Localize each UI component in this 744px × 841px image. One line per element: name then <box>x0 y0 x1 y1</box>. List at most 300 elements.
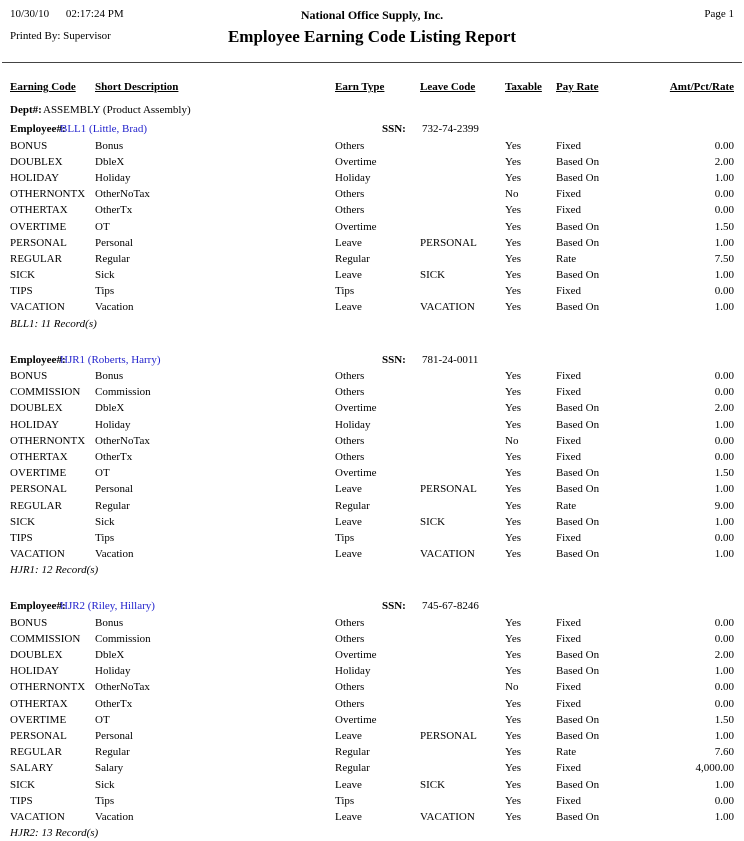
earning-code-row <box>0 631 744 647</box>
earning-code-row <box>0 202 744 218</box>
cell-leave-code <box>420 712 505 728</box>
cell-pay-rate: Fixed <box>556 370 582 382</box>
cell-pay-rate: Based On <box>556 713 600 726</box>
cell-pay-rate: Fixed <box>556 632 582 645</box>
earning-code-row <box>0 138 744 154</box>
cell-pay-rate: Fixed <box>556 794 582 807</box>
cell-taxable: Yes <box>505 665 522 678</box>
cell-amount: 1.00 <box>714 548 734 561</box>
cell-amount: 1.50 <box>714 220 734 233</box>
cell-leave-code: PERSONAL <box>420 483 477 496</box>
cell-earn-type: Overtime <box>335 155 377 168</box>
earning-code-row <box>0 696 744 712</box>
cell-pay-rate: Based On <box>556 301 600 314</box>
cell-pay-rate: Fixed <box>556 434 582 447</box>
cell-pay-rate: Based On <box>556 548 600 561</box>
earning-code-row <box>0 793 744 809</box>
cell-earn-type: Leave <box>335 515 362 528</box>
cell-earn-type: Others <box>335 386 365 399</box>
cell-short-description: OtherNoTax <box>95 434 150 447</box>
cell-amount: 2.00 <box>714 155 734 168</box>
cell-earn-type: Overtime <box>335 220 377 233</box>
cell-earning-code: SALARY <box>10 762 54 775</box>
column-header-taxable: Taxable <box>505 81 542 93</box>
cell-earning-code: DOUBLEX <box>10 155 63 168</box>
cell-pay-rate: Based On <box>556 665 600 678</box>
cell-leave-code <box>420 696 505 712</box>
cell-amount: 0.00 <box>714 794 734 807</box>
cell-amount: 1.00 <box>714 483 734 496</box>
cell-earning-code: OTHERTAX <box>10 697 68 710</box>
cell-pay-rate: Fixed <box>556 616 582 629</box>
cell-earning-code: BONUS <box>10 616 48 629</box>
ssn-value: 781-24-0011 <box>422 353 479 366</box>
cell-leave-code <box>420 170 505 186</box>
cell-amount: 1.00 <box>714 665 734 678</box>
cell-amount: 0.00 <box>714 188 734 201</box>
cell-earning-code: SICK <box>10 269 36 282</box>
cell-pay-rate: Based On <box>556 810 600 823</box>
ssn-value: 732-74-2399 <box>422 123 479 136</box>
cell-taxable: Yes <box>505 155 522 168</box>
cell-earn-type: Leave <box>335 729 362 742</box>
cell-earn-type: Regular <box>335 762 370 775</box>
cell-taxable: Yes <box>505 220 522 233</box>
cell-short-description: DbleX <box>95 402 125 415</box>
cell-earn-type: Others <box>335 204 365 217</box>
cell-short-description: Holiday <box>95 171 131 184</box>
cell-taxable: Yes <box>505 269 522 282</box>
cell-taxable: No <box>505 434 519 447</box>
cell-taxable: No <box>505 681 519 694</box>
cell-leave-code: VACATION <box>420 810 475 823</box>
cell-earning-code: REGULAR <box>10 499 62 512</box>
cell-earning-code: HOLIDAY <box>10 171 60 184</box>
cell-amount: 9.00 <box>714 499 734 512</box>
cell-short-description: DbleX <box>95 155 125 168</box>
cell-taxable: Yes <box>505 632 522 645</box>
cell-leave-code: PERSONAL <box>420 729 477 742</box>
column-header-amt-pct-rate: Amt/Pct/Rate <box>669 81 734 93</box>
cell-earn-type: Overtime <box>335 467 377 480</box>
cell-amount: 0.00 <box>714 285 734 298</box>
cell-leave-code <box>420 449 505 465</box>
employee-section <box>0 352 744 579</box>
column-header-row <box>0 79 744 95</box>
ssn-label: SSN: <box>382 600 406 613</box>
cell-earn-type: Overtime <box>335 649 377 661</box>
cell-earning-code: VACATION <box>10 810 65 823</box>
cell-amount: 2.00 <box>714 649 734 661</box>
cell-amount: 0.00 <box>714 681 734 694</box>
cell-taxable: Yes <box>505 450 522 463</box>
cell-pay-rate: Based On <box>556 515 600 528</box>
cell-earn-type: Regular <box>335 252 370 265</box>
column-header-earning-code: Earning Code <box>10 81 76 93</box>
cell-amount: 1.50 <box>714 713 734 726</box>
cell-earning-code: OVERTIME <box>10 467 67 480</box>
cell-pay-rate: Based On <box>556 236 600 249</box>
cell-short-description: Holiday <box>95 418 131 431</box>
report-date: 10/30/10 <box>10 8 50 20</box>
cell-short-description: Regular <box>95 746 130 759</box>
cell-taxable: Yes <box>505 548 522 561</box>
cell-leave-code <box>420 465 505 481</box>
record-count-footer: BLL1: 11 Record(s) <box>10 317 97 330</box>
earning-code-row <box>0 449 744 465</box>
cell-earn-type: Tips <box>335 531 355 544</box>
cell-taxable: Yes <box>505 697 522 710</box>
cell-earn-type: Leave <box>335 301 362 314</box>
employee-id-link[interactable]: HJR1 (Roberts, Harry) <box>60 353 161 366</box>
cell-short-description: Tips <box>95 531 115 544</box>
cell-earning-code: OVERTIME <box>10 220 67 233</box>
report-time: 02:17:24 PM <box>65 8 124 20</box>
cell-short-description: OT <box>95 220 110 233</box>
cell-earning-code: OTHERNONTX <box>10 681 86 694</box>
earning-rows <box>0 138 744 316</box>
employee-label: Employee#: <box>10 600 66 613</box>
cell-taxable: Yes <box>505 467 522 480</box>
cell-earn-type: Others <box>335 139 365 152</box>
cell-earn-type: Tips <box>335 794 355 807</box>
earning-code-row <box>0 384 744 400</box>
cell-leave-code: SICK <box>420 269 446 282</box>
earning-code-row <box>0 170 744 186</box>
cell-pay-rate: Based On <box>556 649 600 661</box>
cell-leave-code <box>420 615 505 631</box>
employee-header-row <box>10 598 734 614</box>
cell-amount: 0.00 <box>714 139 734 152</box>
cell-earn-type: Leave <box>335 483 362 496</box>
cell-pay-rate: Fixed <box>556 762 582 775</box>
printed-by: Printed By: Supervisor <box>10 30 111 42</box>
cell-amount: 1.00 <box>714 729 734 742</box>
cell-leave-code <box>420 400 505 416</box>
cell-earning-code: VACATION <box>10 301 65 314</box>
cell-pay-rate: Based On <box>556 402 600 415</box>
ssn-label: SSN: <box>382 353 406 366</box>
report-body <box>0 121 744 841</box>
cell-earning-code: TIPS <box>10 794 33 807</box>
cell-earning-code: PERSONAL <box>10 729 67 742</box>
cell-pay-rate: Fixed <box>556 450 582 463</box>
earning-code-row <box>0 267 744 283</box>
cell-short-description: Vacation <box>95 810 134 823</box>
cell-short-description: Personal <box>95 729 133 742</box>
cell-pay-rate: Fixed <box>556 204 582 217</box>
cell-leave-code <box>420 368 505 384</box>
cell-taxable: Yes <box>505 386 522 399</box>
earning-code-row <box>0 154 744 170</box>
earning-code-row <box>0 712 744 728</box>
earning-code-row <box>0 299 744 315</box>
earning-code-row <box>0 235 744 251</box>
cell-amount: 7.50 <box>714 252 734 265</box>
cell-amount: 0.00 <box>714 616 734 629</box>
cell-earning-code: VACATION <box>10 548 65 561</box>
cell-earn-type: Others <box>335 697 365 710</box>
report-title: Employee Earning Code Listing Report <box>227 27 517 46</box>
cell-earning-code: TIPS <box>10 531 33 544</box>
cell-amount: 0.00 <box>714 531 734 544</box>
cell-earning-code: TIPS <box>10 285 33 298</box>
cell-earn-type: Tips <box>335 285 355 298</box>
cell-leave-code <box>420 793 505 809</box>
cell-taxable: Yes <box>505 616 522 629</box>
cell-amount: 1.00 <box>714 810 734 823</box>
cell-taxable: Yes <box>505 285 522 298</box>
cell-short-description: Vacation <box>95 548 134 561</box>
cell-pay-rate: Rate <box>556 499 577 512</box>
earning-code-row <box>0 186 744 202</box>
cell-amount: 0.00 <box>714 370 734 382</box>
column-header-pay-rate: Pay Rate <box>556 81 599 93</box>
cell-taxable: Yes <box>505 402 522 415</box>
ssn-value: 745-67-8246 <box>422 600 479 613</box>
cell-earn-type: Others <box>335 434 365 447</box>
cell-earn-type: Holiday <box>335 171 371 184</box>
header-divider <box>2 62 742 63</box>
cell-earn-type: Others <box>335 632 365 645</box>
cell-earn-type: Regular <box>335 499 370 512</box>
cell-amount: 1.00 <box>714 515 734 528</box>
column-header-earn-type: Earn Type <box>335 81 385 93</box>
cell-earning-code: SICK <box>10 515 36 528</box>
earning-code-row <box>0 546 744 562</box>
earning-code-row <box>0 251 744 267</box>
cell-leave-code <box>420 186 505 202</box>
cell-leave-code <box>420 417 505 433</box>
department-row <box>10 102 734 118</box>
cell-amount: 0.00 <box>714 697 734 710</box>
cell-leave-code: VACATION <box>420 301 475 314</box>
cell-pay-rate: Based On <box>556 155 600 168</box>
cell-earning-code: SICK <box>10 778 36 791</box>
cell-amount: 0.00 <box>714 632 734 645</box>
cell-taxable: Yes <box>505 515 522 528</box>
cell-pay-rate: Based On <box>556 269 600 282</box>
cell-amount: 0.00 <box>714 386 734 399</box>
cell-taxable: Yes <box>505 531 522 544</box>
cell-leave-code <box>420 219 505 235</box>
cell-pay-rate: Fixed <box>556 285 582 298</box>
earning-code-row <box>0 498 744 514</box>
cell-leave-code <box>420 647 505 663</box>
cell-earn-type: Leave <box>335 548 362 561</box>
cell-taxable: Yes <box>505 499 522 512</box>
cell-leave-code: SICK <box>420 515 446 528</box>
cell-earning-code: PERSONAL <box>10 483 67 496</box>
report-header <box>0 0 744 54</box>
earning-code-row <box>0 465 744 481</box>
cell-taxable: Yes <box>505 370 522 382</box>
cell-pay-rate: Based On <box>556 418 600 431</box>
cell-short-description: Holiday <box>95 665 131 678</box>
cell-earn-type: Leave <box>335 778 362 791</box>
cell-taxable: Yes <box>505 649 522 661</box>
cell-pay-rate: Fixed <box>556 531 582 544</box>
cell-earning-code: OTHERTAX <box>10 204 68 217</box>
cell-earn-type: Holiday <box>335 665 371 678</box>
cell-taxable: Yes <box>505 746 522 759</box>
cell-earning-code: COMMISSION <box>10 386 81 399</box>
column-header-short-description: Short Description <box>95 81 179 93</box>
cell-earning-code: PERSONAL <box>10 236 67 249</box>
cell-taxable: Yes <box>505 810 522 823</box>
cell-earning-code: DOUBLEX <box>10 402 63 415</box>
cell-pay-rate: Based On <box>556 220 600 233</box>
cell-leave-code <box>420 384 505 400</box>
page-number: Page 1 <box>704 8 734 20</box>
earning-code-row <box>0 400 744 416</box>
column-header-leave-code: Leave Code <box>420 81 476 93</box>
cell-leave-code: VACATION <box>420 548 475 561</box>
cell-amount: 0.00 <box>714 450 734 463</box>
earning-code-row <box>0 530 744 546</box>
cell-amount: 4,000.00 <box>695 762 734 775</box>
earning-code-row <box>0 809 744 825</box>
cell-amount: 0.00 <box>714 434 734 447</box>
cell-short-description: Vacation <box>95 301 134 314</box>
cell-leave-code <box>420 154 505 170</box>
cell-short-description: Commission <box>95 632 151 645</box>
cell-taxable: Yes <box>505 204 522 217</box>
cell-earn-type: Others <box>335 450 365 463</box>
cell-pay-rate: Based On <box>556 467 600 480</box>
cell-short-description: OT <box>95 467 110 480</box>
cell-pay-rate: Based On <box>556 729 600 742</box>
cell-amount: 1.00 <box>714 301 734 314</box>
company-name: National Office Supply, Inc. <box>300 8 444 22</box>
cell-leave-code <box>420 498 505 514</box>
cell-leave-code <box>420 679 505 695</box>
cell-amount: 1.00 <box>714 418 734 431</box>
cell-earning-code: BONUS <box>10 370 48 382</box>
cell-pay-rate: Fixed <box>556 697 582 710</box>
cell-amount: 1.00 <box>714 778 734 791</box>
earning-code-row <box>0 744 744 760</box>
employee-section <box>0 121 744 331</box>
earning-rows <box>0 615 744 825</box>
employee-id-link[interactable]: HJR2 (Riley, Hillary) <box>60 600 155 613</box>
cell-earning-code: DOUBLEX <box>10 649 63 661</box>
cell-earning-code: COMMISSION <box>10 632 81 645</box>
cell-short-description: Salary <box>95 762 124 775</box>
cell-short-description: Bonus <box>95 139 124 152</box>
cell-short-description: Bonus <box>95 616 124 629</box>
cell-earn-type: Overtime <box>335 713 377 726</box>
cell-earn-type: Regular <box>335 746 370 759</box>
employee-header-row <box>10 352 734 368</box>
earning-rows <box>0 368 744 562</box>
earning-code-row <box>0 647 744 663</box>
cell-short-description: Personal <box>95 483 133 496</box>
dept-value: ASSEMBLY (Product Assembly) <box>43 104 191 117</box>
cell-short-description: OT <box>95 713 110 726</box>
cell-leave-code <box>420 530 505 546</box>
earning-code-row <box>0 433 744 449</box>
cell-earn-type: Leave <box>335 810 362 823</box>
earning-code-row <box>0 777 744 793</box>
employee-label: Employee#: <box>10 123 66 136</box>
cell-earn-type: Leave <box>335 269 362 282</box>
cell-taxable: Yes <box>505 713 522 726</box>
cell-leave-code <box>420 744 505 760</box>
cell-earning-code: OTHERNONTX <box>10 434 86 447</box>
cell-amount: 1.00 <box>714 236 734 249</box>
record-count-footer: HJR2: 13 Record(s) <box>10 827 99 840</box>
cell-pay-rate: Fixed <box>556 681 582 694</box>
cell-earning-code: REGULAR <box>10 252 62 265</box>
cell-leave-code <box>420 663 505 679</box>
cell-earning-code: HOLIDAY <box>10 418 60 431</box>
cell-taxable: Yes <box>505 236 522 249</box>
earning-code-row <box>0 283 744 299</box>
earning-code-row <box>0 728 744 744</box>
cell-short-description: OtherTx <box>95 697 133 710</box>
cell-short-description: OtherNoTax <box>95 188 150 201</box>
cell-earning-code: REGULAR <box>10 746 62 759</box>
cell-short-description: Sick <box>95 778 115 791</box>
cell-pay-rate: Based On <box>556 483 600 496</box>
cell-earning-code: HOLIDAY <box>10 665 60 678</box>
employee-header-row <box>10 121 734 137</box>
record-count-footer: HJR1: 12 Record(s) <box>10 564 99 577</box>
cell-taxable: Yes <box>505 762 522 775</box>
cell-short-description: Sick <box>95 269 115 282</box>
cell-amount: 1.00 <box>714 171 734 184</box>
earning-code-row <box>0 679 744 695</box>
cell-taxable: Yes <box>505 794 522 807</box>
cell-leave-code: SICK <box>420 778 446 791</box>
cell-short-description: Regular <box>95 252 130 265</box>
cell-taxable: Yes <box>505 483 522 496</box>
cell-short-description: OtherTx <box>95 450 133 463</box>
cell-pay-rate: Fixed <box>556 188 582 201</box>
cell-taxable: Yes <box>505 171 522 184</box>
cell-taxable: Yes <box>505 729 522 742</box>
cell-short-description: Regular <box>95 499 130 512</box>
cell-earning-code: OTHERTAX <box>10 450 68 463</box>
cell-pay-rate: Based On <box>556 778 600 791</box>
cell-taxable: Yes <box>505 778 522 791</box>
employee-id-link[interactable]: BLL1 (Little, Brad) <box>60 123 148 136</box>
cell-earn-type: Others <box>335 616 365 629</box>
cell-leave-code <box>420 760 505 776</box>
employee-section <box>0 598 744 841</box>
cell-earn-type: Others <box>335 681 365 694</box>
cell-short-description: Bonus <box>95 370 124 382</box>
employee-label: Employee#: <box>10 353 66 366</box>
cell-taxable: Yes <box>505 301 522 314</box>
cell-earn-type: Others <box>335 370 365 382</box>
cell-taxable: Yes <box>505 139 522 152</box>
cell-leave-code <box>420 251 505 267</box>
cell-amount: 2.00 <box>714 402 734 415</box>
cell-pay-rate: Rate <box>556 252 577 265</box>
earning-code-row <box>0 663 744 679</box>
earning-code-row <box>0 615 744 631</box>
earning-code-row <box>0 760 744 776</box>
cell-taxable: Yes <box>505 418 522 431</box>
earning-code-row <box>0 514 744 530</box>
cell-short-description: Personal <box>95 236 133 249</box>
earning-code-row <box>0 368 744 384</box>
cell-short-description: Commission <box>95 386 151 399</box>
cell-short-description: Sick <box>95 515 115 528</box>
cell-pay-rate: Fixed <box>556 139 582 152</box>
